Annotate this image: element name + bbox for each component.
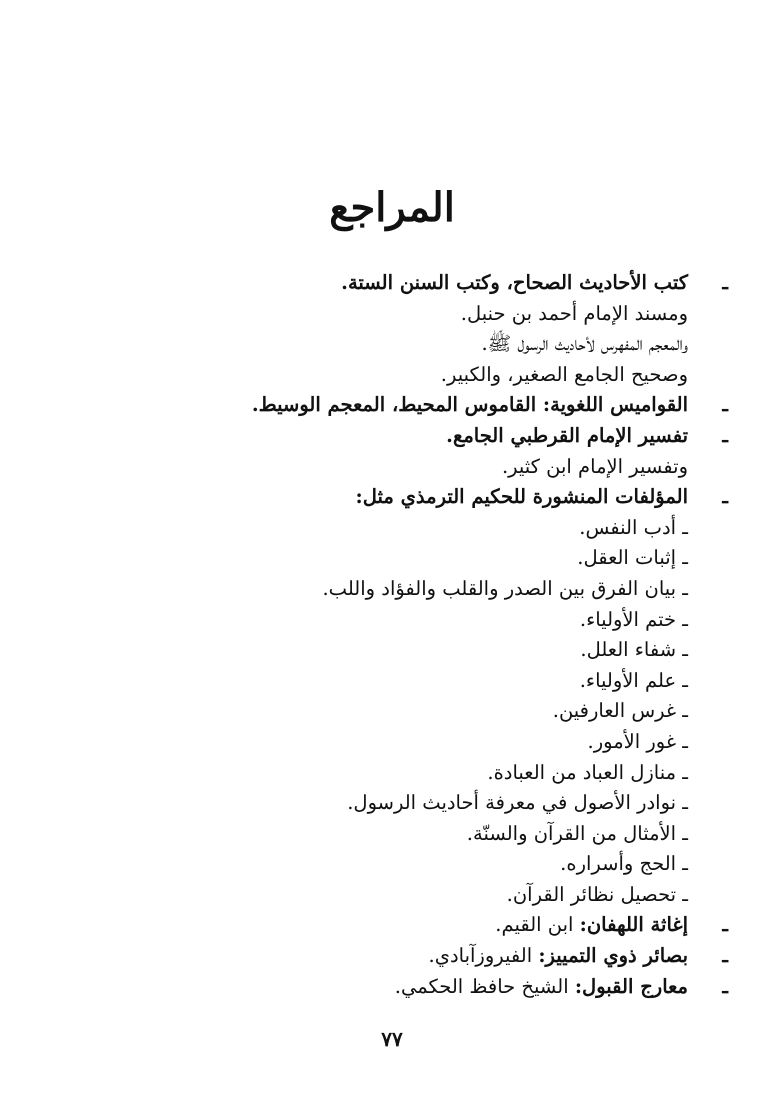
reference-text bbox=[395, 972, 688, 1003]
references-list bbox=[68, 268, 728, 1002]
book-item bbox=[68, 574, 728, 605]
book-item bbox=[68, 696, 728, 727]
reference-book-title: معارج القبول: bbox=[574, 974, 688, 998]
book-title: ـ تحصيل نظائر القرآن. bbox=[506, 882, 688, 906]
book-item bbox=[68, 880, 728, 911]
reference-item bbox=[68, 390, 728, 421]
reference-book-title: بصائر ذوي التمييز: bbox=[538, 944, 688, 968]
reference-book-title: إغاثة اللهفان: bbox=[579, 913, 688, 937]
reference-author: ابن القيم. bbox=[495, 913, 574, 937]
book-title: ـ الأمثال من القرآن والسنّة. bbox=[466, 821, 688, 845]
book-item bbox=[68, 635, 728, 666]
book-title: ـ بيان الفرق بين الصدر والقلب والفؤاد واللب. bbox=[322, 576, 688, 600]
book-title: ـ شفاء العلل. bbox=[580, 638, 688, 662]
reference-text: وتفسير الإمام ابن كثير. bbox=[501, 454, 688, 478]
reference-text: وصحيح الجامع الصغير، والكبير. bbox=[440, 362, 688, 386]
reference-author: الشيخ حافظ الحكمي. bbox=[394, 974, 569, 998]
reference-sub-item bbox=[68, 329, 728, 360]
page-number: ٧٧ bbox=[381, 1027, 403, 1051]
reference-text: ومسند الإمام أحمد بن حنبل. bbox=[460, 301, 688, 325]
book-item bbox=[68, 788, 728, 819]
reference-text bbox=[495, 910, 688, 941]
reference-text: تفسير الإمام القرطبي الجامع. bbox=[446, 423, 688, 447]
reference-text: القواميس اللغوية: القاموس المحيط، المعجم الوسيط. bbox=[251, 393, 688, 417]
page-title: المراجع bbox=[329, 184, 455, 231]
reference-text: والمعجم المفهرس لأحاديث الرسول ﷺ. bbox=[481, 332, 688, 356]
book-title: ـ علم الأولياء. bbox=[579, 668, 688, 692]
reference-item bbox=[68, 421, 728, 452]
book-title: ـ غرس العارفين. bbox=[552, 699, 688, 723]
list-dash: ـ bbox=[722, 945, 728, 968]
reference-text: المؤلفات المنشورة للحكيم الترمذي مثل: bbox=[355, 485, 688, 509]
list-dash: ـ bbox=[722, 272, 728, 294]
reference-item bbox=[68, 482, 728, 513]
reference-item bbox=[68, 910, 728, 941]
book-item bbox=[68, 666, 728, 697]
list-dash: ـ bbox=[722, 486, 728, 509]
book-item bbox=[68, 819, 728, 850]
reference-sub-item bbox=[68, 360, 728, 391]
reference-item bbox=[68, 941, 728, 972]
reference-item bbox=[68, 972, 728, 1003]
reference-text: كتب الأحاديث الصحاح، وكتب السنن الستة. bbox=[341, 271, 688, 294]
book-title: ـ أدب النفس. bbox=[579, 515, 688, 539]
book-item bbox=[68, 727, 728, 758]
book-item bbox=[68, 605, 728, 636]
reference-author: الفيروزآبادي. bbox=[428, 944, 533, 968]
reference-sub-item bbox=[68, 452, 728, 483]
book-title: ـ ختم الأولياء. bbox=[579, 607, 688, 631]
list-dash: ـ bbox=[722, 394, 728, 417]
book-title: ـ غور الأمور. bbox=[587, 729, 688, 753]
book-item bbox=[68, 849, 728, 880]
book-title: ـ إثبات العقل. bbox=[577, 546, 688, 570]
book-title: ـ نوادر الأصول في معرفة أحاديث الرسول. bbox=[347, 791, 688, 815]
reference-sub-item bbox=[68, 299, 728, 330]
book-item bbox=[68, 543, 728, 574]
book-item bbox=[68, 758, 728, 789]
book-item bbox=[68, 513, 728, 544]
book-title: ـ الحج وأسراره. bbox=[560, 852, 688, 876]
list-dash: ـ bbox=[722, 914, 728, 937]
reference-text bbox=[429, 941, 689, 972]
list-dash: ـ bbox=[722, 975, 728, 998]
list-dash: ـ bbox=[722, 424, 728, 447]
book-title: ـ منازل العباد من العبادة. bbox=[487, 760, 688, 784]
reference-item bbox=[68, 268, 728, 299]
